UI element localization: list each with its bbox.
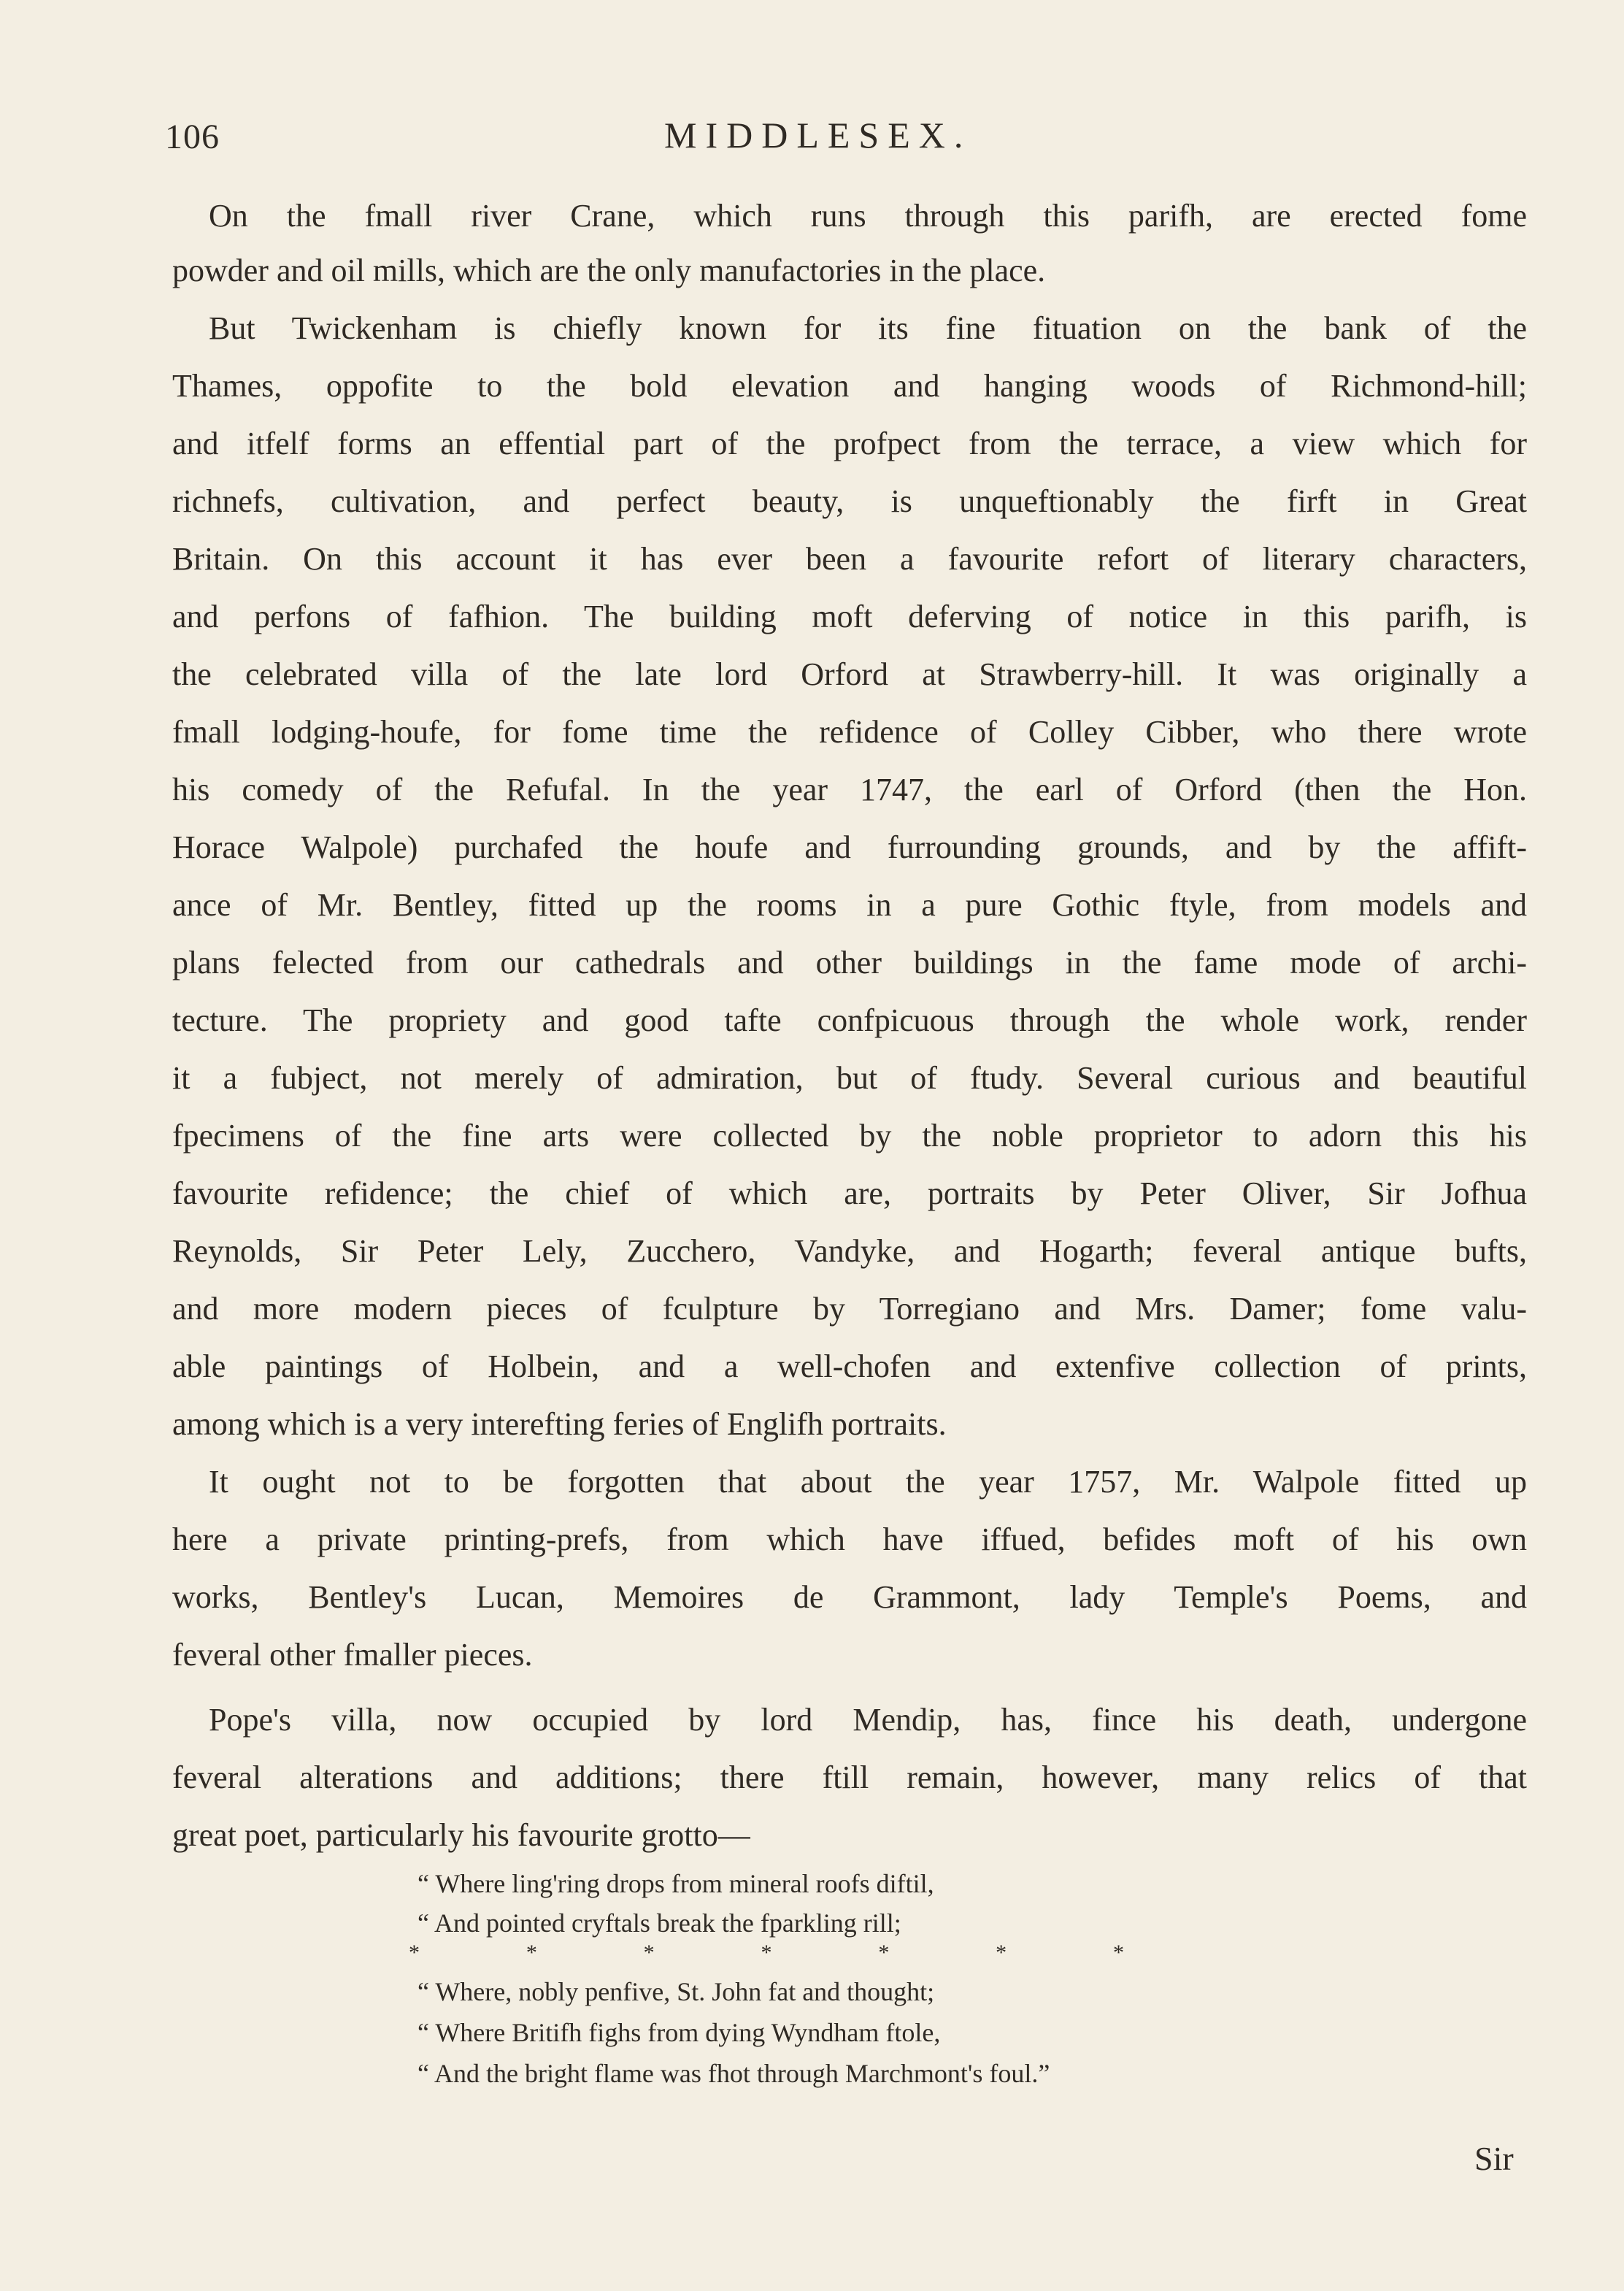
- body-line: here a private printing-prefs, from which have iffued, befides moft of his own: [172, 1521, 1527, 1557]
- catchword: Sir: [1474, 2140, 1514, 2177]
- verse-line: “ Where, nobly penfive, St. John fat and thought;: [417, 1977, 935, 2006]
- verse-line: “ And the bright flame was fhot through Marchmont's foul.”: [417, 2059, 1050, 2088]
- body-line: fmall lodging-houfe, for fome time the refidence of Colley Cibber, who there wrote: [172, 714, 1527, 750]
- body-line: Reynolds, Sir Peter Lely, Zucchero, Vandyke, and Hogarth; feveral antique bufts,: [172, 1233, 1527, 1269]
- verse-line: “ Where Britifh fighs from dying Wyndham ftole,: [417, 2018, 941, 2047]
- body-line: it a fubject, not merely of admiration, but of ftudy. Several curious and beautiful: [172, 1060, 1527, 1096]
- verse-line: “ And pointed cryftals break the fparkling rill;: [417, 1908, 901, 1938]
- body-line: feveral alterations and additions; there ftill remain, however, many relics of that: [172, 1759, 1527, 1795]
- body-line: tecture. The propriety and good tafte confpicuous through the whole work, render: [172, 1002, 1527, 1038]
- body-line: Pope's villa, now occupied by lord Mendip, has, fince his death, undergone: [209, 1702, 1527, 1738]
- page-number: 106: [165, 118, 220, 156]
- star-mark: *: [878, 1941, 890, 1965]
- star-mark: *: [643, 1941, 655, 1965]
- body-line: feveral other fmaller pieces.: [172, 1637, 533, 1673]
- body-line: ance of Mr. Bentley, fitted up the rooms in a pure Gothic ftyle, from models and: [172, 887, 1527, 923]
- star-mark: *: [1112, 1941, 1124, 1965]
- body-line: and itfelf forms an effential part of the profpect from the terrace, a view which for: [172, 426, 1527, 461]
- body-line: favourite refidence; the chief of which are, portraits by Peter Oliver, Sir Jofhua: [172, 1175, 1527, 1211]
- star-mark: *: [526, 1941, 537, 1965]
- body-line: It ought not to be forgotten that about the year 1757, Mr. Walpole fitted up: [209, 1464, 1527, 1500]
- star-mark: *: [996, 1941, 1007, 1965]
- running-head: MIDDLESEX.: [664, 115, 972, 156]
- body-line: plans felected from our cathedrals and other buildings in the fame mode of archi-: [172, 945, 1527, 981]
- body-line: Britain. On this account it has ever been a favourite refort of literary characters,: [172, 541, 1527, 577]
- star-mark: *: [409, 1941, 420, 1965]
- body-line: works, Bentley's Lucan, Memoires de Grammont, lady Temple's Poems, and: [172, 1579, 1527, 1615]
- body-line: Horace Walpole) purchafed the houfe and furrounding grounds, and by the affift-: [172, 829, 1527, 865]
- verse-line: “ Where ling'ring drops from mineral roofs diftil,: [417, 1869, 934, 1898]
- body-line: richnefs, cultivation, and perfect beauty, is unqueftionably the firft in Great: [172, 483, 1527, 519]
- body-line: On the fmall river Crane, which runs through this parifh, are erected fome: [209, 198, 1527, 234]
- body-line: and more modern pieces of fculpture by Torregiano and Mrs. Damer; fome valu-: [172, 1291, 1527, 1327]
- body-line: the celebrated villa of the late lord Orford at Strawberry-hill. It was originally a: [172, 656, 1527, 692]
- body-line: among which is a very interefting feries of Englifh portraits.: [172, 1406, 947, 1442]
- body-line: Thames, oppofite to the bold elevation and hanging woods of Richmond-hill;: [172, 368, 1527, 404]
- star-mark: *: [761, 1941, 772, 1965]
- body-line: able paintings of Holbein, and a well-chofen and extenfive collection of prints,: [172, 1348, 1527, 1384]
- body-line: powder and oil mills, which are the only manufactories in the place.: [172, 253, 1046, 288]
- body-line: and perfons of fafhion. The building moft deferving of notice in this parifh, is: [172, 599, 1527, 634]
- body-line: But Twickenham is chiefly known for its fine fituation on the bank of the: [209, 310, 1527, 346]
- body-line: his comedy of the Refufal. In the year 1747, the earl of Orford (then the Hon.: [172, 772, 1527, 807]
- body-line: great poet, particularly his favourite grotto—: [172, 1817, 750, 1853]
- verse-ellipsis-stars: [409, 1942, 1124, 1964]
- body-line: fpecimens of the fine arts were collected by the noble proprietor to adorn this his: [172, 1118, 1527, 1154]
